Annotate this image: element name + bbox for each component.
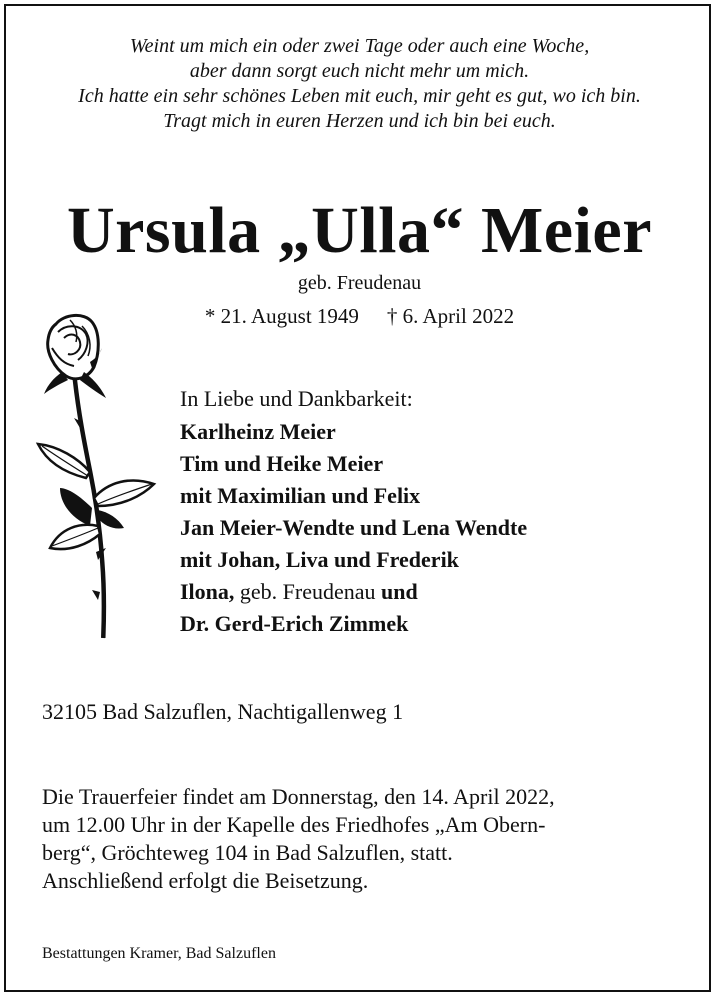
birth-date: * 21. August 1949 <box>204 304 359 328</box>
deceased-name: Ursula „Ulla“ Meier <box>66 194 653 267</box>
mourner-name <box>180 576 527 608</box>
mourners-list <box>180 383 527 640</box>
poem-line: Tragt mich in euren Herzen und ich bin bei euch. <box>163 110 556 132</box>
poem <box>0 34 719 134</box>
mourner-birth-name: geb. Freudenau <box>239 579 376 604</box>
poem-line: Weint um mich ein oder zwei Tage oder auch eine Woche, <box>129 35 590 57</box>
birth-name: geb. Freudenau <box>297 272 422 294</box>
funeral-line: berg“, Gröchteweg 104 in Bad Salzuflen, statt. <box>42 840 453 865</box>
funeral-line: um 12.00 Uhr in der Kapelle des Friedhofes „Am Obern- <box>42 812 546 837</box>
undertaker: Bestattungen Kramer, Bad Salzuflen <box>42 945 276 962</box>
mourner-first-name: Ilona, <box>180 579 235 604</box>
mourners-intro: In Liebe und Dankbarkeit: <box>180 386 413 411</box>
poem-line: Ich hatte ein sehr schönes Leben mit euch, mir geht es gut, wo ich bin. <box>78 85 641 107</box>
funeral-line: Anschließend erfolgt die Beisetzung. <box>42 868 369 893</box>
mourner-name: mit Maximilian und Felix <box>180 483 421 508</box>
mourner-name: Karlheinz Meier <box>180 419 336 444</box>
funeral-line: Die Trauerfeier findet am Donnerstag, den 14. April 2022, <box>42 784 555 809</box>
mourner-name: Dr. Gerd-Erich Zimmek <box>180 611 409 636</box>
death-date: † 6. April 2022 <box>386 304 515 328</box>
funeral-info <box>42 783 555 895</box>
mourner-name: mit Johan, Liva und Frederik <box>180 547 459 572</box>
address: 32105 Bad Salzuflen, Nachtigallenweg 1 <box>42 699 404 724</box>
poem-line: aber dann sorgt euch nicht mehr um mich. <box>189 60 530 82</box>
mourner-name: Jan Meier-Wendte und Lena Wendte <box>180 515 528 540</box>
mourner-name: Tim und Heike Meier <box>180 451 384 476</box>
rose-icon <box>34 312 160 642</box>
mourner-conjunction: und <box>381 579 418 604</box>
